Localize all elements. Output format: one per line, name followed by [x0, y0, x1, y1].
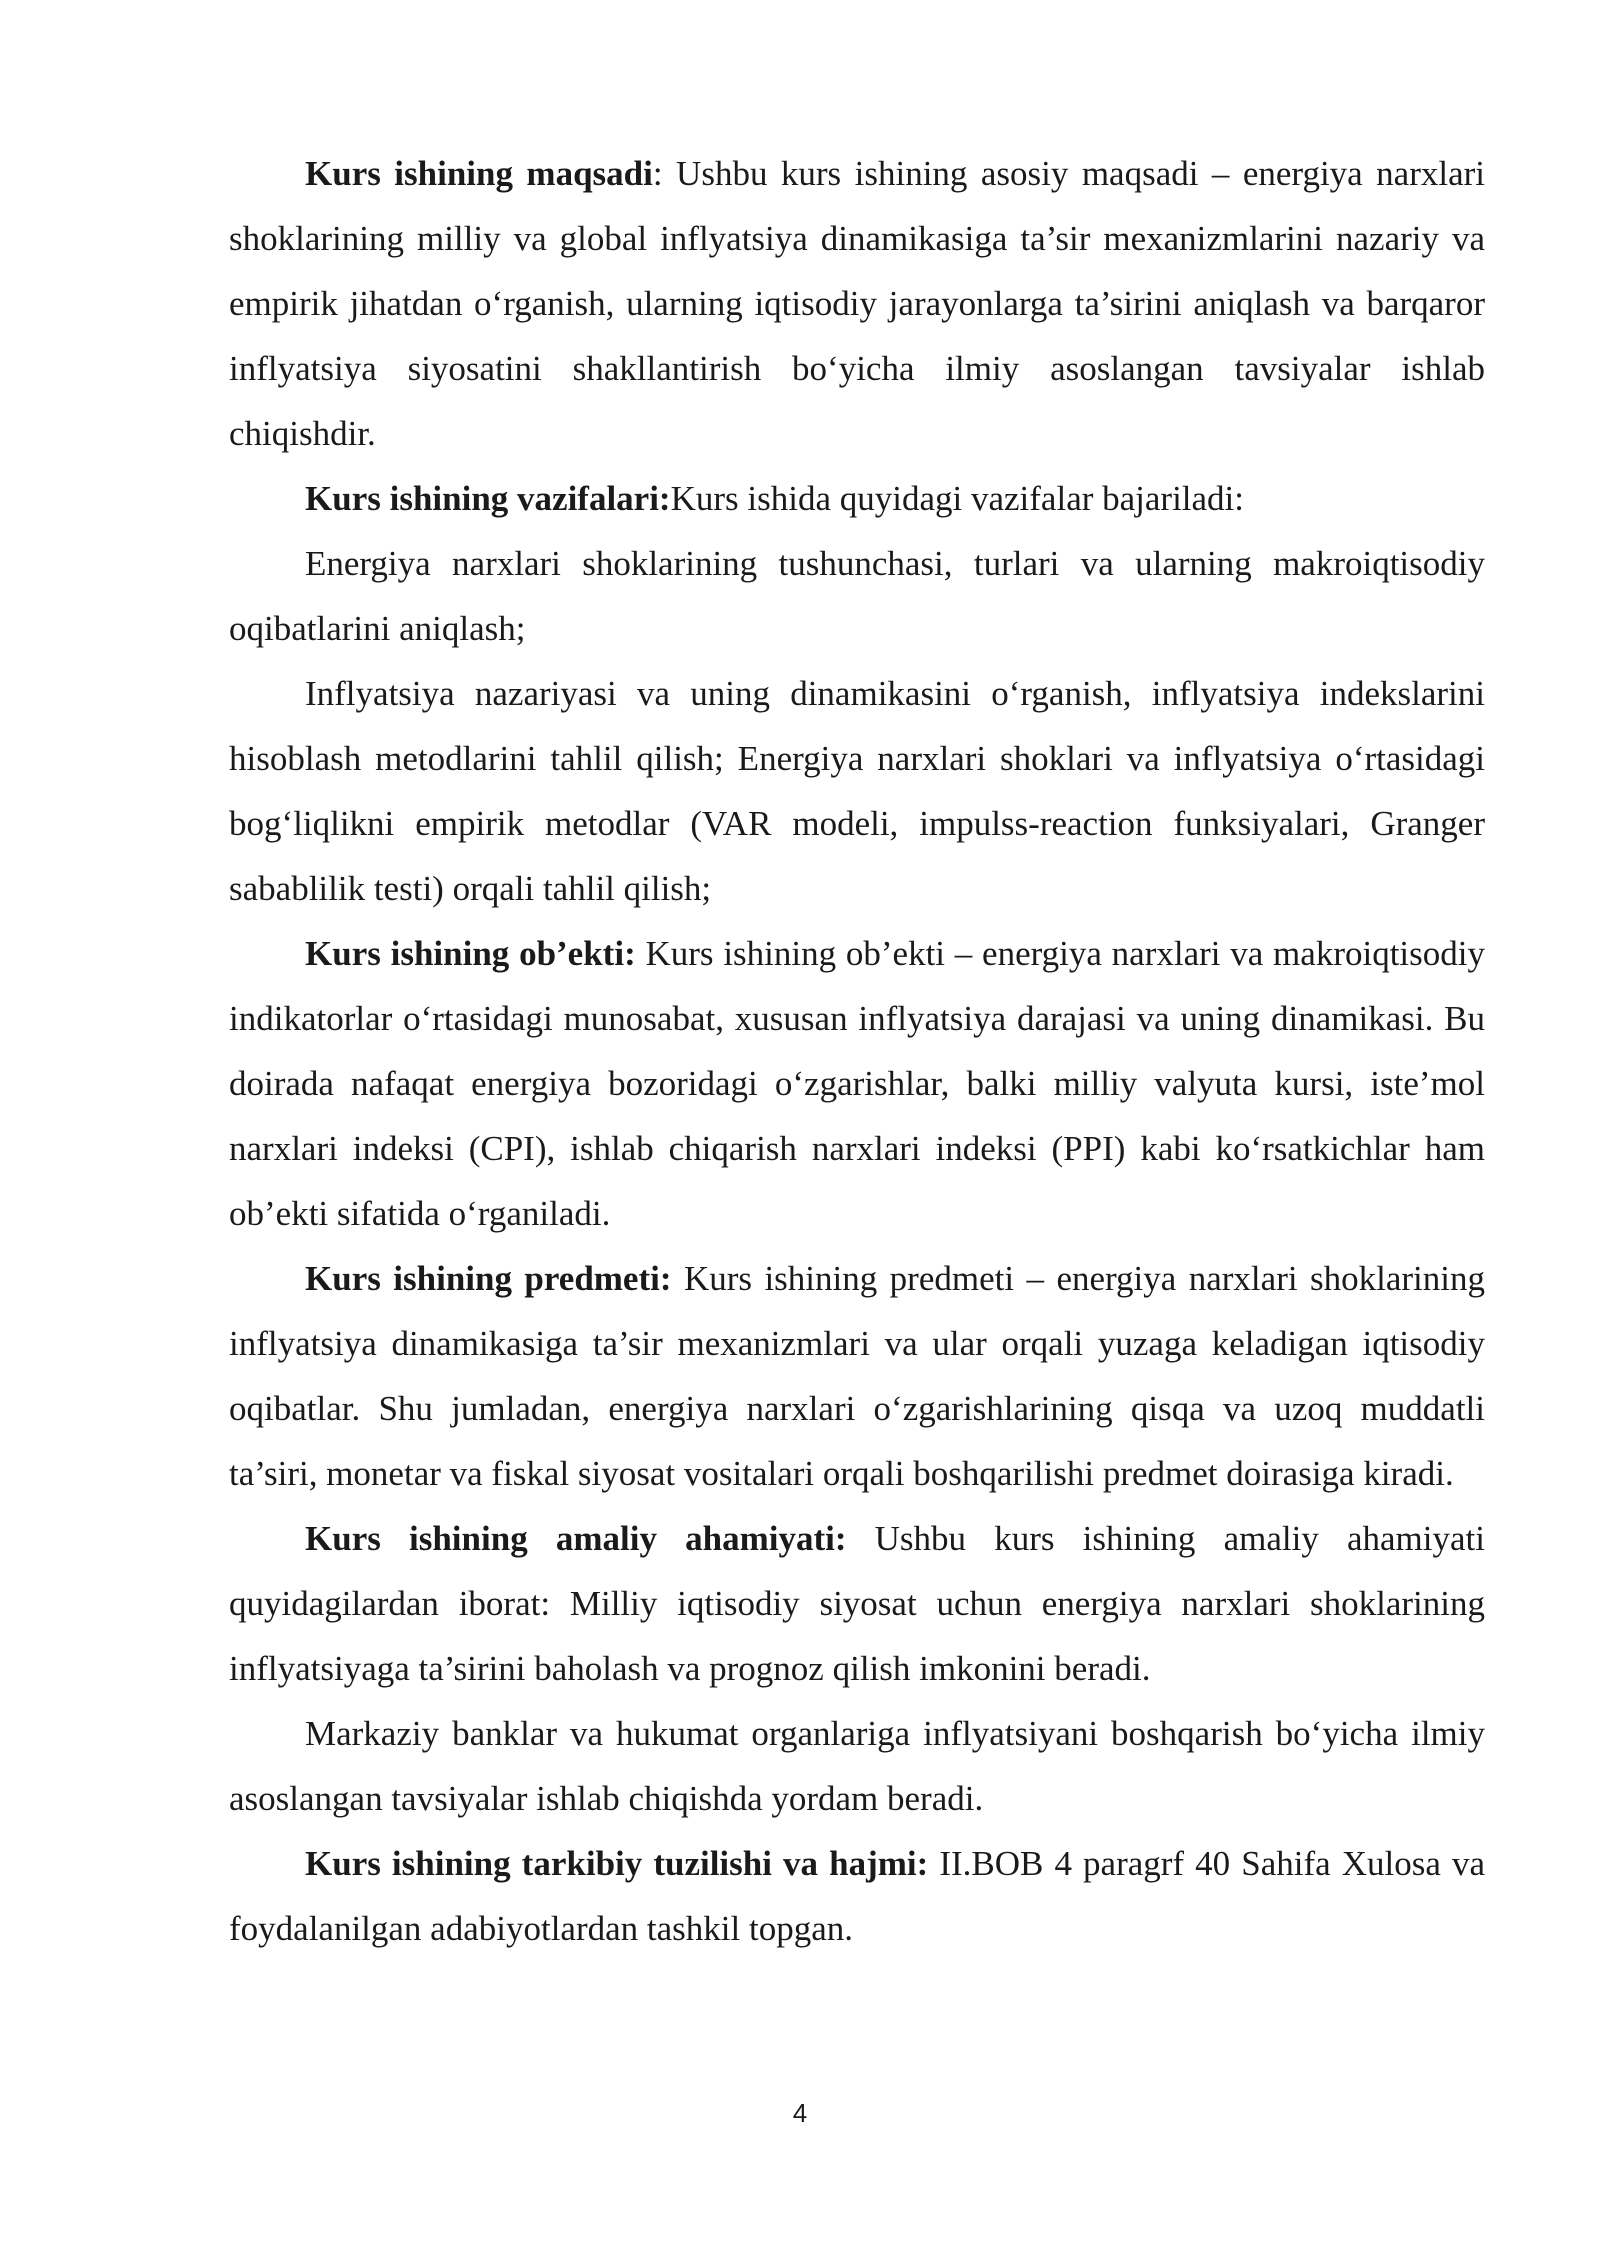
text-tuzilishi: II.BOB 4 paragrf 40 Sahifa Xulosa va foydalanilgan adabiyotlardan tashkil topgan. [229, 1844, 1485, 1948]
text-maqsadi: : Ushbu kurs ishining asosiy maqsadi – energiya narxlari shoklarining milliy va global inflyatsiya dinamikasiga ta’sir mexanizmlarini nazariy va empirik jihatdan o‘rganish, ularning iqtisodiy jarayonlarga ta’sirini aniqlash va barqaror inflyatsiya siyosatini shakllantirish bo‘yicha ilmiy asoslangan tavsiyalar ishlab chiqishdir. [229, 154, 1485, 453]
text-markaziy: Markaziy banklar va hukumat organlariga inflyatsiyani boshqarish bo‘yicha ilmiy asoslangan tavsiyalar ishlab chiqishda yordam beradi. [229, 1714, 1485, 1818]
heading-vazifalari: Kurs ishining vazifalari: [305, 479, 671, 518]
paragraph-markaziy [229, 1701, 1485, 1831]
paragraph-maqsadi [229, 141, 1485, 466]
body-text [229, 141, 1485, 1961]
heading-obekti: Kurs ishining ob’ekti: [305, 934, 636, 973]
text-predmeti: Kurs ishining predmeti – energiya narxlari shoklarining inflyatsiya dinamikasiga ta’sir mexanizmlari va ular orqali yuzaga keladigan iqtisodiy oqibatlar. Shu jumladan, energiya narxlari o‘zgarishlarining qisqa va uzoq muddatli ta’siri, monetar va fiskal siyosat vositalari orqali boshqarilishi predmet doirasiga kiradi. [229, 1259, 1485, 1493]
paragraph-task-1 [229, 531, 1485, 661]
text-ahamiyati: Ushbu kurs ishining amaliy ahamiyati quyidagilardan iborat: Milliy iqtisodiy siyosat uchun energiya narxlari shoklarining inflyatsiyaga ta’sirini baholash va prognoz qilish imkonini beradi. [229, 1519, 1485, 1688]
paragraph-obekti [229, 921, 1485, 1246]
text-obekti: Kurs ishining ob’ekti – energiya narxlari va makroiqtisodiy indikatorlar o‘rtasidagi munosabat, xususan inflyatsiya darajasi va uning dinamikasi. Bu doirada nafaqat energiya bozoridagi o‘zgarishlar, balki milliy valyuta kursi, iste’mol narxlari indeksi (CPI), ishlab chiqarish narxlari indeksi (PPI) kabi ko‘rsatkichlar ham ob’ekti sifatida o‘rganiladi. [229, 934, 1485, 1233]
paragraph-tuzilishi [229, 1831, 1485, 1961]
text-task-1: Energiya narxlari shoklarining tushunchasi, turlari va ularning makroiqtisodiy oqibatlarini aniqlash; [229, 544, 1485, 648]
heading-maqsadi: Kurs ishining maqsadi [305, 154, 653, 193]
paragraph-predmeti [229, 1246, 1485, 1506]
heading-predmeti: Kurs ishining predmeti: [305, 1259, 672, 1298]
paragraph-ahamiyati [229, 1506, 1485, 1701]
text-vazifalari: Kurs ishida quyidagi vazifalar bajariladi: [670, 479, 1245, 518]
paragraph-task-2 [229, 661, 1485, 921]
heading-tuzilishi: Kurs ishining tarkibiy tuzilishi va hajmi: [305, 1844, 929, 1883]
heading-ahamiyati: Kurs ishining amaliy ahamiyati: [305, 1519, 847, 1558]
page-number: 4 [792, 2098, 808, 2128]
text-task-2: Inflyatsiya nazariyasi va uning dinamikasini o‘rganish, inflyatsiya indekslarini hisoblash metodlarini tahlil qilish; Energiya narxlari shoklari va inflyatsiya o‘rtasidagi bog‘liqlikni empirik metodlar (VAR modeli, impulss-reaction funksiyalari, Granger sabablilik testi) orqali tahlil qilish; [229, 674, 1485, 908]
paragraph-vazifalari [229, 466, 1485, 531]
